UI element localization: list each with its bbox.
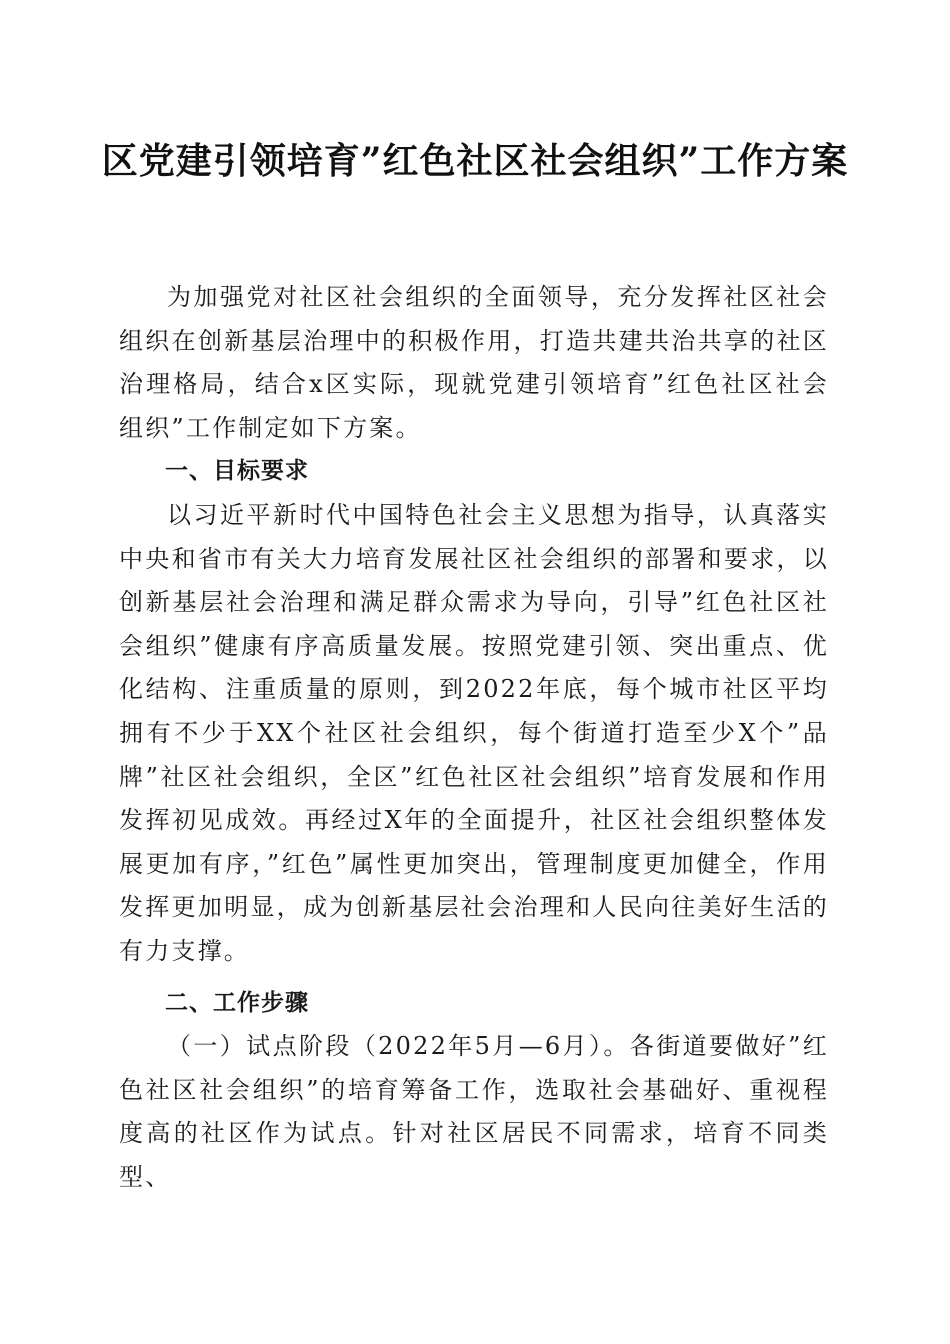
document-body (119, 276, 829, 1199)
section-paragraph-goals: 以习近平新时代中国特色社会主义思想为指导，认真落实中央和省市有关大力培育发展社区社会组织的部署和要求，以创新基层社会治理和满足群众需求为导向，引导”红色社区社会组织”健康有序高质量发展。按照党建引领、突出重点、优化结构、注重质量的原则，到2022年底，每个城市社区平均拥有不少于XX个社区社会组织，每个街道打造至少X个”品牌”社区社会组织，全区”红色社区社会组织”培育发展和作用发挥初见成效。再经过X年的全面提升，社区社会组织整体发展更加有序，”红色”属性更加突出，管理制度更加健全，作用发挥更加明显，成为创新基层社会治理和人民向往美好生活的有力支撑。 (119, 500, 829, 965)
document-title: 区党建引领培育”红色社区社会组织”工作方案 (101, 140, 849, 182)
section-heading-goals: 一、目标要求 (165, 458, 309, 485)
section-heading-steps: 二、工作步骤 (165, 989, 309, 1016)
section-paragraph-steps: （一）试点阶段（2022年5月—6月）。各街道要做好”红色社区社会组织”的培育筹备工作，选取社会基础好、重视程度高的社区作为试点。针对社区居民不同需求，培育不同类型、 (119, 1032, 829, 1191)
intro-paragraph: 为加强党对社区社会组织的全面领导，充分发挥社区社会组织在创新基层治理中的积极作用，打造共建共治共享的社区治理格局，结合x区实际，现就党建引领培育”红色社区社会组织”工作制定如下方案。 (119, 283, 829, 442)
